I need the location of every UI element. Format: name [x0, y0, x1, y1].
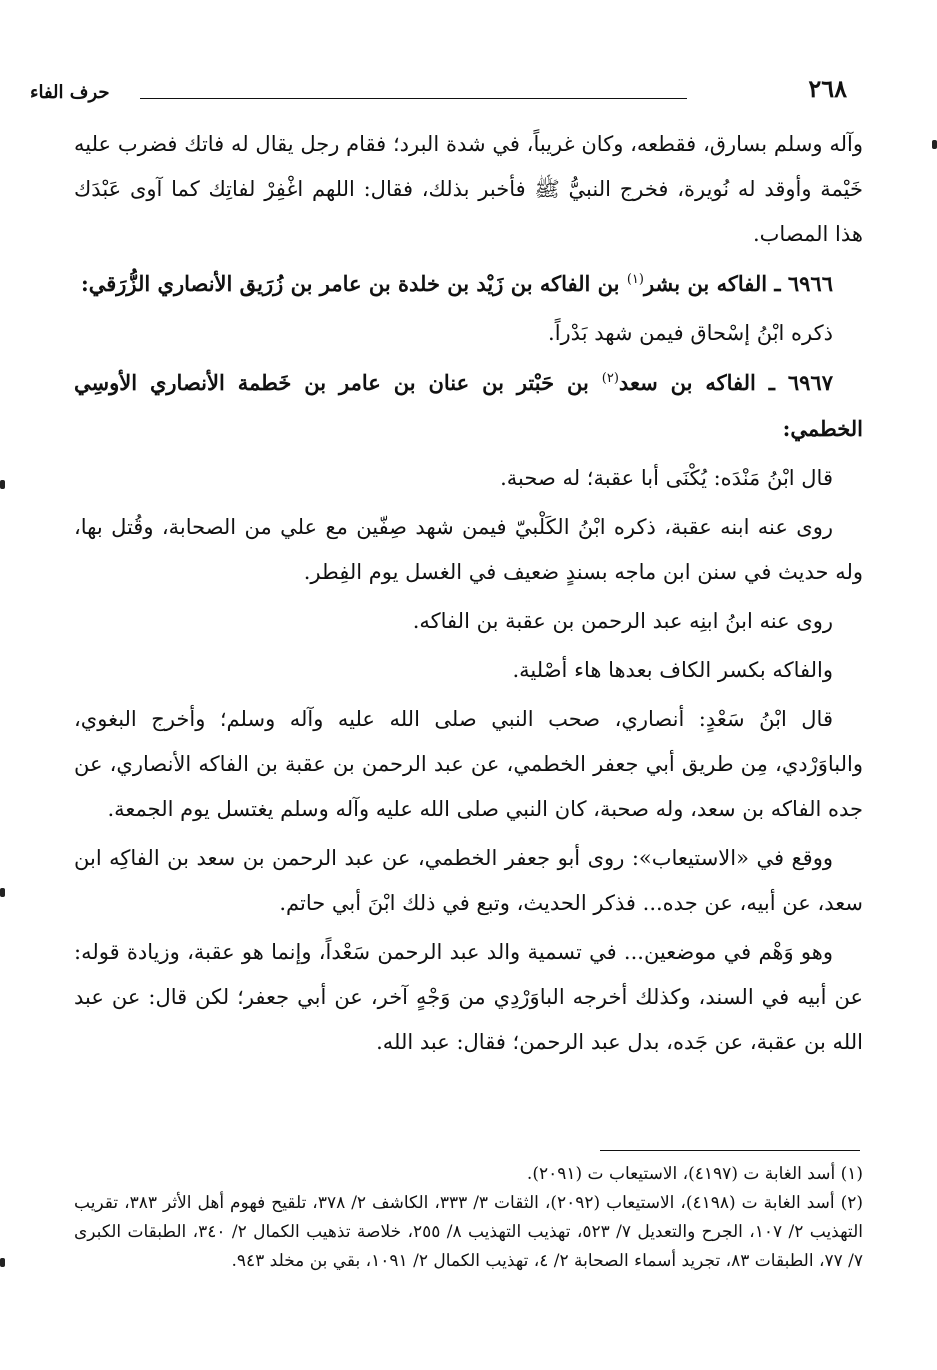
paragraph: والفاكه بكسر الكاف بعدها هاء أصْلية. — [512, 658, 833, 682]
footnote-rule — [600, 1150, 860, 1151]
footnote-2: (٢) أسد الغابة ت (٤١٩٨)، الاستيعاب (٢٠٩٢)، الثقات ٣/ ٣٣٣، الكاشف ٢/ ٣٧٨، تلقيح فهوم أهل الأثر ٣٨٣، تقريب التهذيب ٢/ ١٠٧، الجرح والتعديل ٧/ ٥٢٣، تهذيب التهذيب ٨/ ٢٥٥، خلاصة تذهيب الكمال ٢/ ٣٤٠، الطبقات الكبرى ٧/ ٧٧، الطبقات ٨٣، تجريد أسماء الصحابة ٢/ ٤، تهذيب الكمال ٢/ ١٠٩١، بقي بن مخلد ٩٤٣. — [74, 1193, 863, 1271]
paragraph-continuation: وآله وسلم بسارق، فقطعه، وكان غريباً، في شدة البرد؛ فقام رجل يقال له فاتك فضرب عليه خَيْمة وأوقد له نُويرة، فخرج النبيُّ ﷺ فأخبر بذلك، فقال: اللهم اغْفِرْ لفاتِك كما آوى عَبْدَك هذا المصاب. — [74, 132, 863, 246]
entry-heading: ٦٩٦٦ ـ الفاكه بن بشر — [643, 271, 833, 296]
header-rule — [140, 98, 687, 99]
entry-lineage: بن الفاكه بن زَيْد بن خلدة بن عامر بن زُرَيق الأنصاري الزُّرَقي: — [80, 271, 627, 296]
scan-edge-mark — [0, 888, 5, 897]
paragraph: ووقع في «الاستيعاب»: روى أبو جعفر الخطمي، عن عبد الرحمن بن سعد بن الفاكِه ابن سعد، عن أبيه، عن جده... فذكر الحديث، وتبع في ذلك ابْنَ أبي حاتم. — [74, 846, 863, 915]
paragraph: قال ابْنُ مَنْدَه: يُكْنَى أبا عقبة؛ له صحبة. — [500, 466, 833, 490]
entry-lineage: بن حَبْتر بن عنان بن عامر بن خَطمة الأنصاري الأوسِي الخطمي: — [74, 370, 863, 441]
paragraph: روى عنه ابنه عقبة، ذكره ابْنُ الكَلْبيّ فيمن شهد صِفّين مع علي من الصحابة، وقُتل بها، وله حديث في سنن ابن ماجه بسندٍ ضعيف في الغسل يوم الفِطر. — [74, 515, 863, 584]
page-number: ٢٦٨ — [808, 74, 847, 103]
footnote-marker: (٢) — [601, 371, 619, 386]
chapter-title: حرف الفاء — [30, 82, 110, 103]
page-header — [30, 70, 847, 110]
footnote-1: (١) أسد الغابة ت (٤١٩٧)، الاستيعاب ت (٢٠٩١). — [526, 1164, 863, 1184]
scan-edge-mark — [932, 140, 937, 149]
paragraph: ذكره ابْنُ إسْحاق فيمن شهد بَدْراً. — [548, 321, 833, 345]
entry-heading: ٦٩٦٧ ـ الفاكه بن سعد — [618, 370, 833, 395]
paragraph: روى عنه ابنُ ابنِه عبد الرحمن بن عقبة بن الفاكه. — [412, 609, 833, 633]
entry-6966 — [74, 261, 863, 307]
main-text — [74, 122, 863, 1069]
scan-edge-mark — [0, 1258, 5, 1267]
paragraph: وهو وَهْم في موضعين... في تسمية والد عبد الرحمن سَعْداً، وإنما هو عقبة، وزيادة قوله: عن أبيه في السند، وكذلك أخرجه الباوَرْدِي من وَجْهٍ آخر، عن أبي جعفر؛ لكن قال: عن عبد الله بن عقبة، عن جَده، بدل عبد الرحمن؛ فقال: عبد الله. — [74, 940, 863, 1054]
scan-edge-mark — [0, 480, 5, 489]
paragraph: قال ابْنُ سَعْدٍ: أنصاري، صحب النبي صلى الله عليه وآله وسلم؛ وأخرج البغوي، والباوَرْدي، مِن طريق أبي جعفر الخطمي، عن عبد الرحمن بن عقبة بن الفاكه الأنصاري، عن جده الفاكه بن سعد، وله صحبة، كان النبي صلى الله عليه وآله وسلم يغتسل يوم الجمعة. — [74, 707, 863, 821]
footnotes — [74, 1160, 863, 1276]
entry-6967 — [74, 360, 863, 452]
footnote-marker: (١) — [626, 272, 644, 287]
